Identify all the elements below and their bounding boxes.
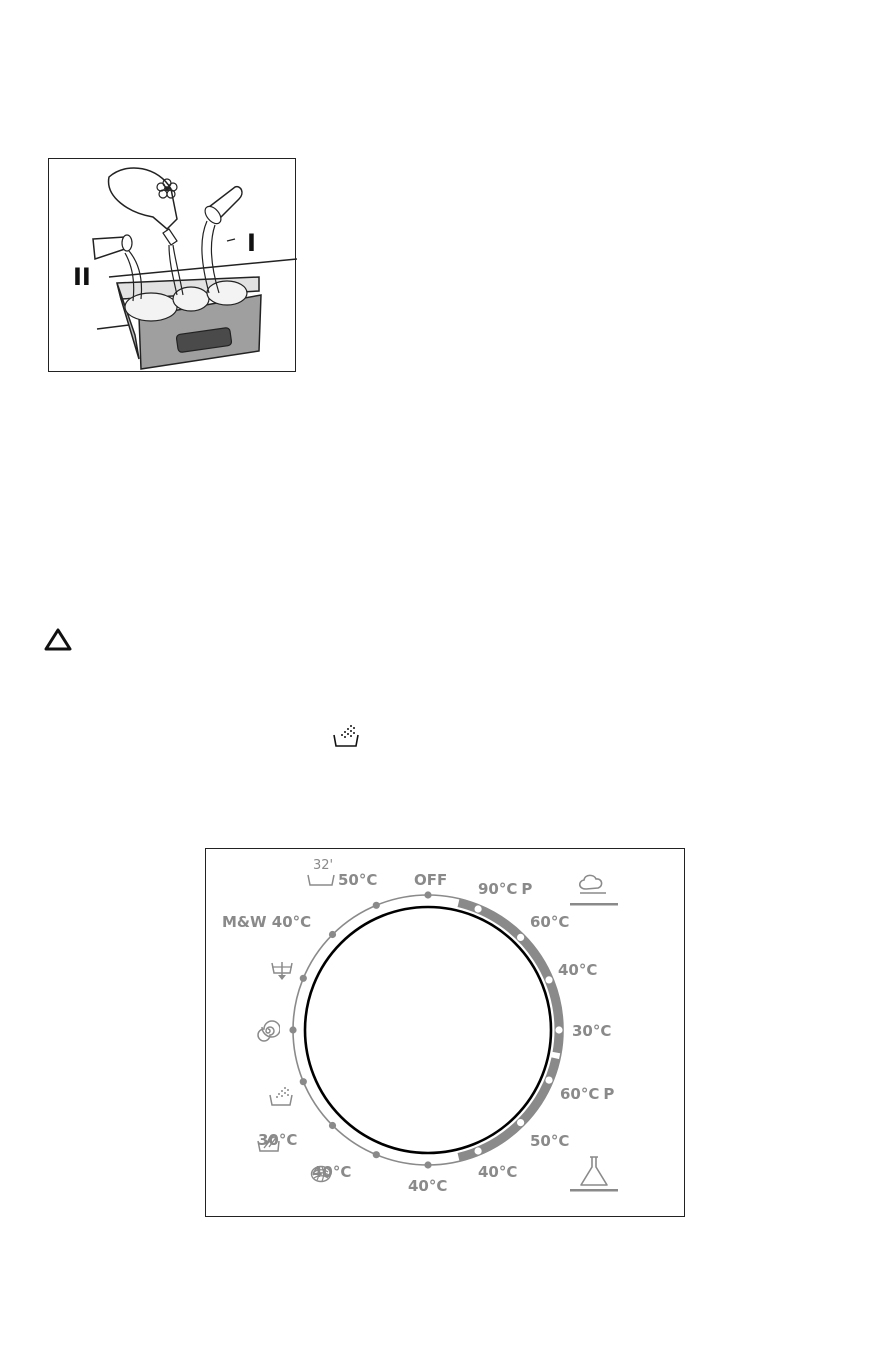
- program-temperature: 50°C: [338, 871, 378, 889]
- prewash-p-mark: P: [521, 880, 533, 898]
- program-label: [414, 873, 447, 888]
- program-temperature: 50°C: [530, 1132, 570, 1150]
- program-position-dot: [329, 931, 336, 938]
- program-label: [306, 857, 378, 889]
- program-position-dot: [475, 1147, 482, 1154]
- quick-time-label: 32': [313, 857, 334, 873]
- program-label: [268, 1085, 270, 1100]
- program-position-dot: [424, 1161, 431, 1168]
- cup-icon: [202, 187, 242, 293]
- program-temperature: 40°C: [408, 1177, 448, 1195]
- program-temperature: OFF: [414, 871, 448, 889]
- program-label: [222, 915, 311, 930]
- program-temperature: 90°C: [478, 880, 518, 898]
- program-temperature: M&W 40°C: [222, 913, 312, 931]
- program-position-dot: [300, 975, 307, 982]
- compartment-label-main-wash: I: [247, 229, 256, 257]
- dial-knob[interactable]: [305, 907, 551, 1153]
- program-position-dot: [300, 1078, 307, 1085]
- program-position-dot: [373, 902, 380, 909]
- program-label: [558, 963, 597, 978]
- program-label: [478, 882, 532, 897]
- program-label: [530, 1134, 569, 1149]
- program-label: [256, 1133, 297, 1148]
- prewash-p-mark: P: [603, 1085, 615, 1103]
- program-temperature: 30°C: [572, 1022, 612, 1040]
- program-position-dot: [475, 905, 482, 912]
- program-label: [530, 915, 569, 930]
- program-position-dot: [329, 1122, 336, 1129]
- program-temperature: 40°C: [558, 961, 598, 979]
- cotton-steam-icon: [570, 875, 618, 905]
- dispenser-figure: [48, 158, 296, 372]
- program-position-dot: [373, 1151, 380, 1158]
- program-position-dot: [545, 1077, 552, 1084]
- program-dial-panel: [205, 848, 685, 1217]
- bottle-icon: [109, 168, 177, 229]
- program-position-dot: [289, 1026, 296, 1033]
- program-position-dot: [545, 976, 552, 983]
- quick-32-icon: [306, 857, 336, 887]
- cup-icon: [93, 235, 142, 301]
- program-label: [572, 1024, 611, 1039]
- program-temperature: 30°C: [258, 1131, 298, 1149]
- program-label: [310, 1165, 351, 1180]
- program-label: [478, 1165, 517, 1180]
- program-position-dot: [424, 891, 431, 898]
- program-position-dot: [517, 934, 524, 941]
- program-label: [560, 1087, 614, 1102]
- rinse-icon: [331, 723, 361, 749]
- program-temperature: 60°C: [560, 1085, 600, 1103]
- synthetics-flask-icon: [570, 1157, 618, 1192]
- program-label: [270, 959, 272, 974]
- program-position-dot: [517, 1119, 524, 1126]
- warning-triangle-icon: [44, 628, 72, 652]
- program-temperature: 40°C: [478, 1163, 518, 1181]
- program-temperature: 40°C: [312, 1163, 352, 1181]
- program-temperature: 60°C: [530, 913, 570, 931]
- program-label: [256, 1019, 258, 1034]
- program-label: [408, 1179, 447, 1194]
- program-position-dot: [555, 1026, 562, 1033]
- compartment-label-prewash: II: [73, 263, 91, 291]
